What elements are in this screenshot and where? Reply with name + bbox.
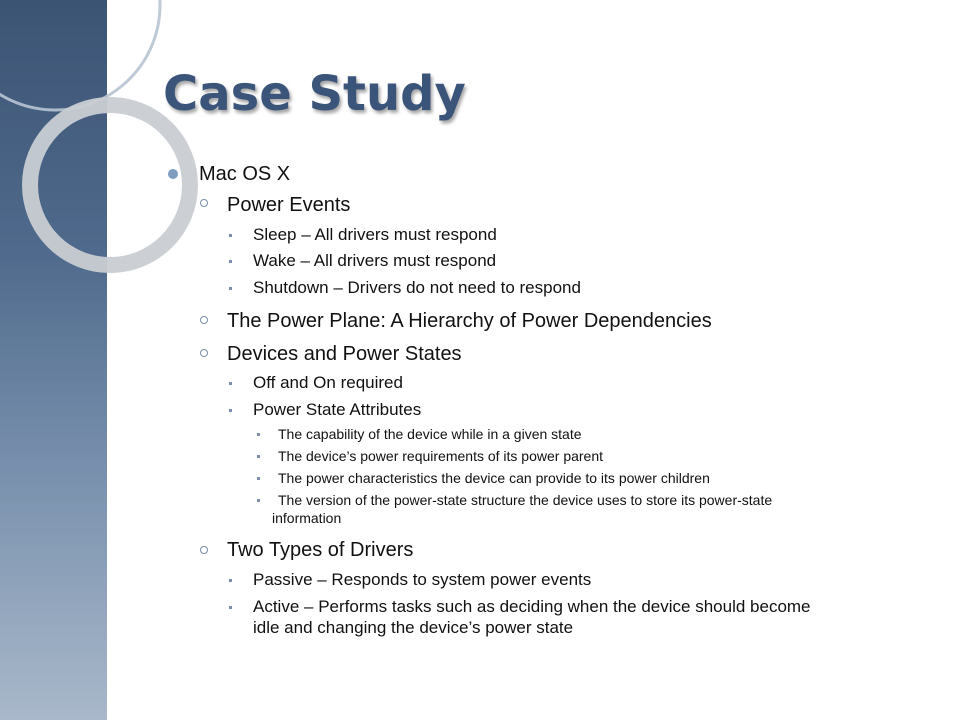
bullet-square: [229, 606, 232, 609]
slide-title: Case Study: [163, 66, 466, 122]
bullet-square: [257, 477, 260, 480]
bullet-off-on: Off and On required: [253, 373, 403, 392]
bullet-power-events: Power Events: [227, 194, 351, 216]
bullet-power-plane: The Power Plane: A Hierarchy of Power Dependencies: [227, 310, 712, 332]
bullet-drivers: Two Types of Drivers: [227, 539, 414, 561]
bullet-square: [229, 579, 232, 582]
bullet-square: [257, 499, 260, 502]
bullet-active-cont: idle and changing the device’s power state: [253, 618, 574, 637]
bullet-attr-version: The version of the power-state structure the device uses to store its power-state: [278, 492, 773, 508]
bullet-square: [257, 433, 260, 436]
bullet-mac-os: Mac OS X: [199, 163, 291, 185]
bullet-ring: [200, 546, 208, 554]
bullet-square: [229, 287, 232, 290]
bullet-square: [229, 382, 232, 385]
bullet-attr-capability: The capability of the device while in a given state: [278, 426, 582, 442]
bullet-shutdown: Shutdown – Drivers do not need to respond: [253, 278, 581, 297]
bullet-square: [229, 260, 232, 263]
bullet-square: [229, 234, 232, 237]
bullet-attr-version-cont: information: [272, 510, 342, 526]
bullet-square: [257, 455, 260, 458]
bullet-wake: Wake – All drivers must respond: [253, 251, 497, 270]
bullet-sleep: Sleep – All drivers must respond: [253, 225, 497, 244]
bullet-ring: [200, 349, 208, 357]
bullet-ring: [200, 199, 208, 207]
bullet-devices: Devices and Power States: [227, 343, 462, 365]
bullet-dot: [168, 169, 178, 179]
bullet-square: [229, 409, 232, 412]
bullet-active: Active – Performs tasks such as deciding when the device should become: [253, 597, 811, 616]
bullet-attr-requirements: The device’s power requirements of its power parent: [278, 448, 604, 464]
bullet-attr-characteristics: The power characteristics the device can provide to its power children: [278, 470, 710, 486]
bullet-passive: Passive – Responds to system power events: [253, 570, 592, 589]
bullet-attributes: Power State Attributes: [253, 400, 422, 419]
bullet-ring: [200, 316, 208, 324]
